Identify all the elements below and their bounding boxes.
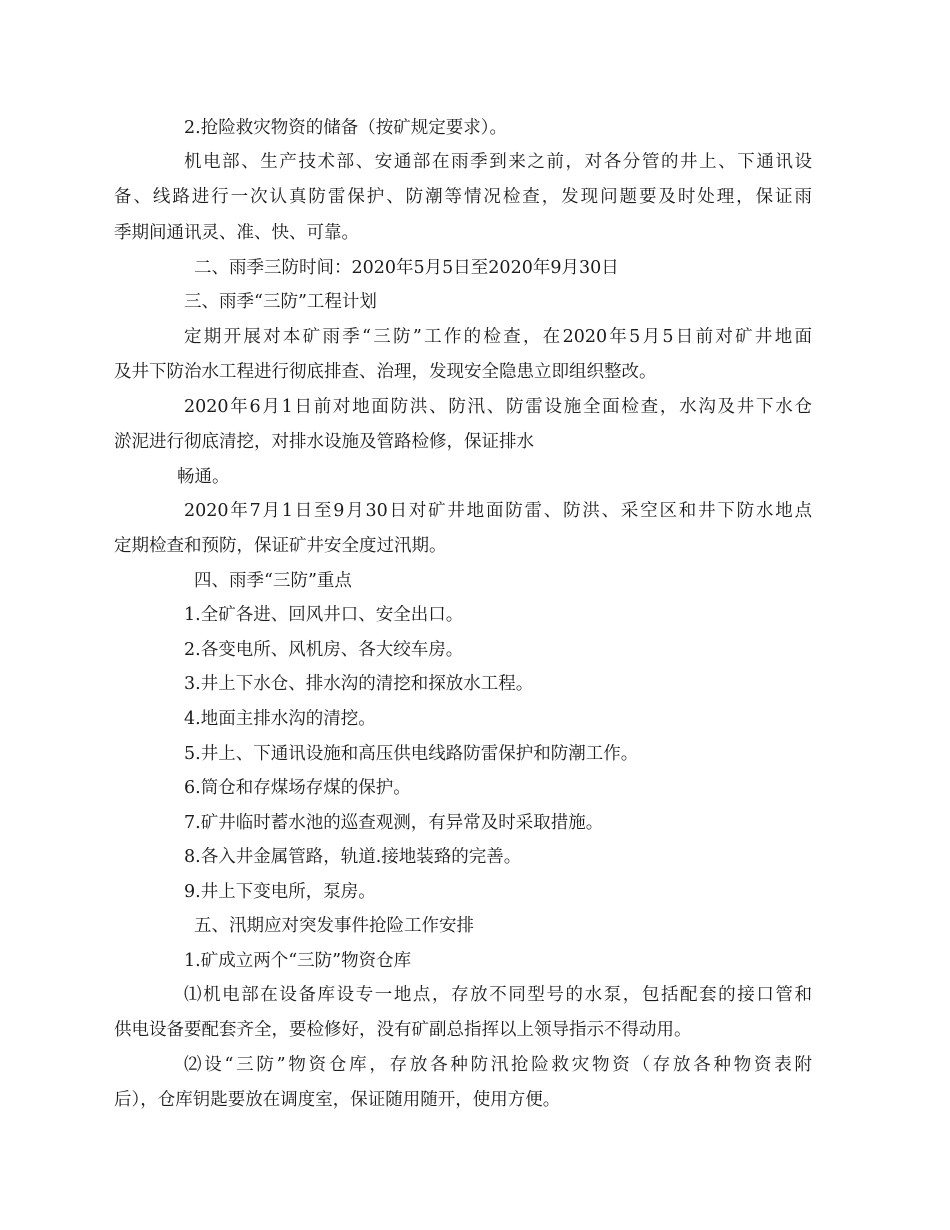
text-line: 后），仓库钥匙要放在调度室，保证随用随开，使用方便。 (114, 1090, 561, 1110)
text-line: 畅通。 (177, 467, 230, 487)
text-line: 2020年7月1日至9月30日对矿井地面防雷、防洪、采空区和井下防水地点 (184, 501, 812, 521)
list-item: 1.矿成立两个“三防”物资仓库 (184, 951, 412, 971)
list-item: 7.矿井临时蓄水池的巡查观测，有异常及时采取措施。 (184, 813, 604, 833)
text-line: 2.抢险救灾物资的储备（按矿规定要求）。 (184, 118, 507, 138)
section-heading: 五、汛期应对突发事件抢险工作安排 (194, 916, 474, 936)
list-item: 5.井上、下通讯设施和高压供电线路防雷保护和防潮工作。 (184, 744, 639, 764)
list-item: 4.地面主排水沟的清挖。 (184, 709, 376, 729)
text-line: 备、线路进行一次认真防雷保护、防潮等情况检查，发现问题要及时处理，保证雨 (114, 187, 812, 207)
text-line: ⑵设“三防”物资仓库，存放各种防汛抢险救灾物资（存放各种物资表附 (184, 1055, 812, 1075)
text-line: 机电部、生产技术部、安通部在雨季到来之前，对各分管的井上、下通讯设 (184, 152, 812, 172)
list-item: 8.各入井金属管路，轨道.接地装臵的完善。 (184, 847, 522, 867)
list-item: 2.各变电所、风机房、各大绞车房。 (184, 640, 464, 660)
text-line: 定期检查和预防，保证矿井安全度过汛期。 (114, 536, 447, 556)
list-item: 3.井上下水仓、排水沟的清挖和探放水工程。 (184, 674, 534, 694)
text-line: 2020年6月1日前对地面防洪、防汛、防雷设施全面检查，水沟及井下水仓 (184, 397, 812, 417)
text-line: 季期间通讯灵、准、快、可靠。 (114, 223, 359, 243)
text-line: 供电设备要配套齐全，要检修好，没有矿副总指挥以上领导指示不得动用。 (114, 1020, 692, 1040)
section-heading: 三、雨季“三防”工程计划 (184, 292, 377, 312)
list-item: 6.筒仓和存煤场存煤的保护。 (184, 778, 411, 798)
text-line: ⑴机电部在设备库设专一地点，存放不同型号的水泵，包括配套的接口管和 (184, 985, 812, 1005)
list-item: 9.井上下变电所，泵房。 (184, 882, 376, 902)
list-item: 1.全矿各进、回风井口、安全出口。 (184, 605, 464, 625)
text-line: 淤泥进行彻底清挖，对排水设施及管路检修，保证排水 (114, 432, 534, 452)
text-line: 定期开展对本矿雨季“三防”工作的检查，在2020年5月5日前对矿井地面 (184, 327, 812, 347)
section-heading: 二、雨季三防时间：2020年5月5日至2020年9月30日 (194, 258, 619, 278)
text-line: 及井下防治水工程进行彻底排查、治理，发现安全隐患立即组织整改。 (114, 362, 657, 382)
section-heading: 四、雨季“三防”重点 (194, 571, 352, 591)
